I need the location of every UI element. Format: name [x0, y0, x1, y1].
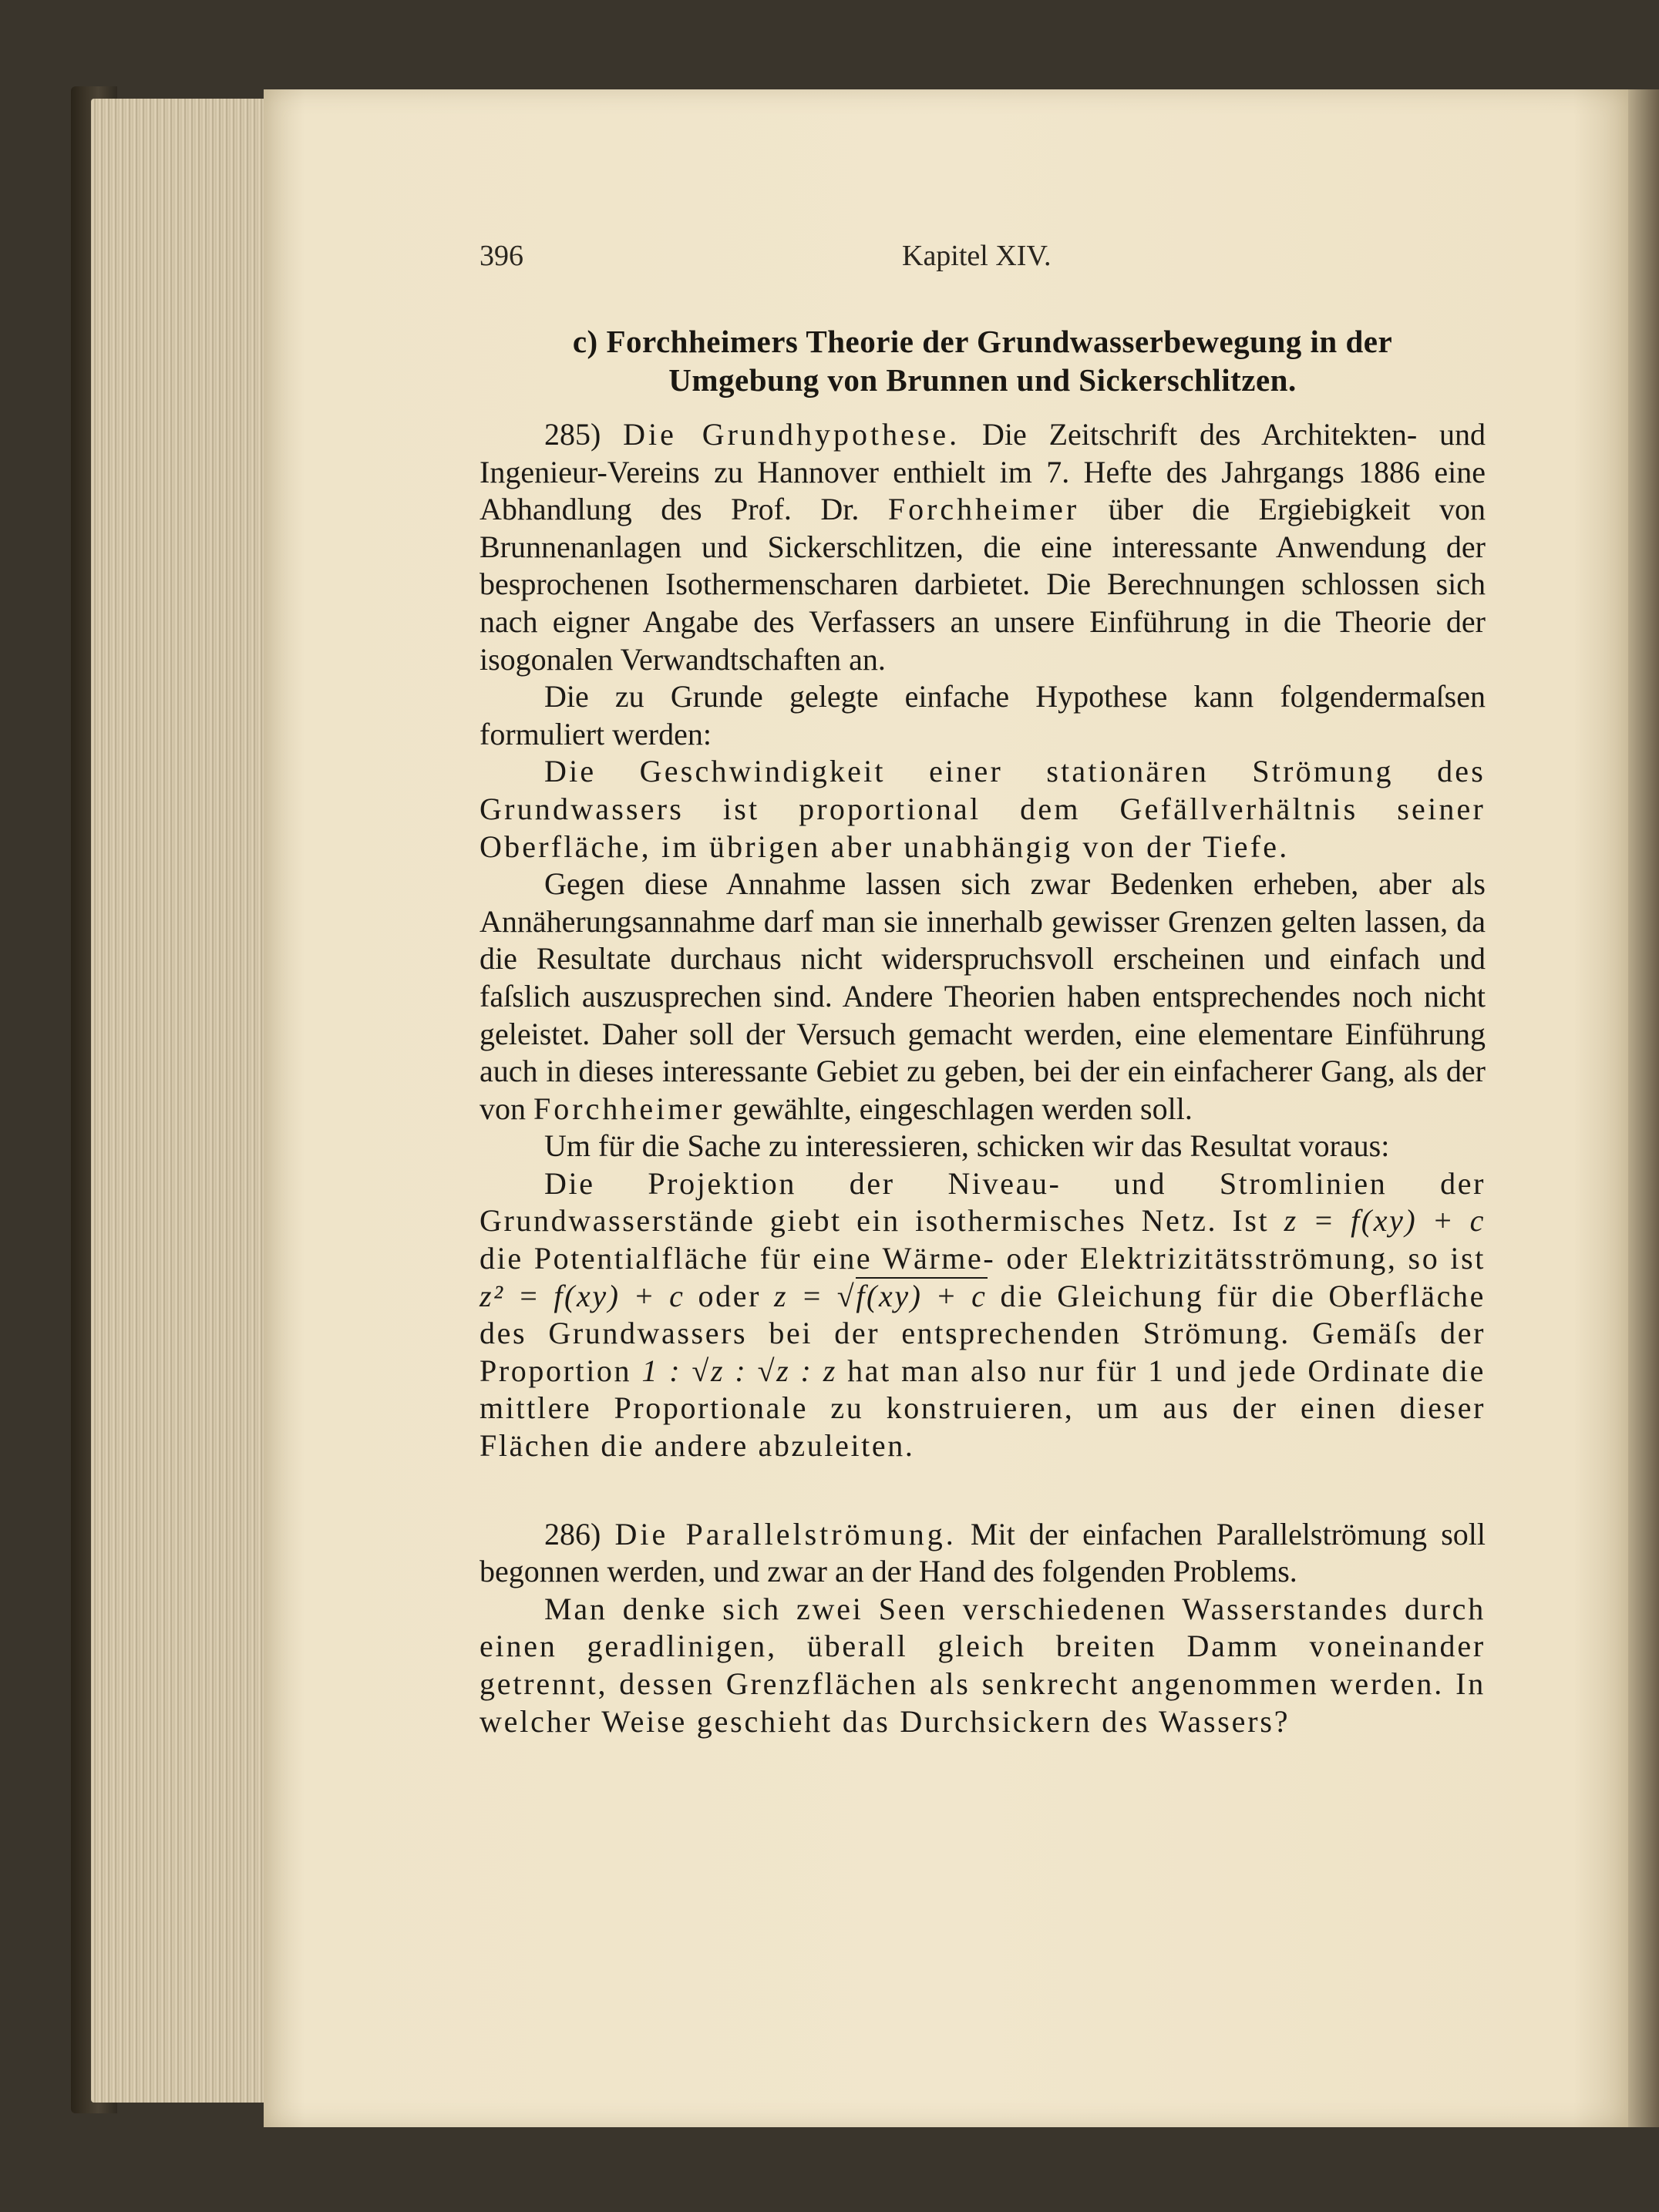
page-block-edges	[91, 99, 268, 2103]
paragraph-result	[480, 1165, 1486, 1465]
author-name: Forchheimer	[887, 492, 1080, 527]
paragraph-text: Gegen diese Annahme lassen sich zwar Bedenken erheben, aber als Annäherungsannahme darf man sie innerhalb gewisser Grenzen gelten lassen, da die Resultate durchaus nicht widerspruchsvoll erscheinen und einfach und faſslich auszusprechen sind. Andere Theorien haben entsprechendes noch nicht geleistet. Daher soll der Versuch gemacht werden, eine elementare Einführung auch in dieses interessante Gebiet zu geben, bei der ein einfacherer Gang, als der von	[480, 866, 1486, 1126]
author-name: Forchheimer	[533, 1091, 725, 1126]
paragraph-text: die Potentialfläche für eine Wärme- oder Elektrizitätsströmung, so ist	[480, 1241, 1486, 1276]
paragraph-number: 286)	[544, 1516, 601, 1551]
section-title-line-2: Umgebung von Brunnen und Sickerschlitzen.	[668, 362, 1297, 398]
section-title-line-1: c) Forchheimers Theorie der Grundwasserbewegung in der	[572, 324, 1393, 359]
paragraph-text: über die Ergiebigkeit von Brunnenanlagen und Sickerschlitzen, die eine interessante Anwendung der besprochenen Isothermenscharen darbietet. Die Berechnungen schlossen sich nach eigner Angabe des Verfassers an unsere Einführung in die Theorie der isogonalen Verwandtschaften an.	[480, 492, 1486, 677]
paragraph-text: Mit der einfachen Parallelströmung soll begonnen werden, und zwar an der Hand des folgenden Problems.	[480, 1516, 1486, 1589]
equation-proportion: 1 : √z : √z : z	[641, 1353, 837, 1388]
equation-root-lhs: z =	[774, 1278, 837, 1313]
equation-potential: z = f(xy) + c	[1284, 1203, 1486, 1239]
problem-statement: Man denke sich zwei Seen verschiedenen Wasserstandes durch einen geradlinigen, überall gleich breiten Damm voneinander getrennt, dessen Grenzflächen als senkrecht angenommen werden. In welcher Weise geschieht das Durchsickern des Wassers?	[480, 1591, 1486, 1739]
page-number: 396	[480, 240, 523, 272]
paragraph-text: die Gleichung für die Oberfläche des Grundwassers bei der entsprechenden Strömung. Gemäſs der Proportion	[480, 1278, 1486, 1388]
paragraph-286	[480, 1516, 1486, 1591]
section-heading	[480, 322, 1486, 399]
paragraph-text: Die Projektion der Niveau- und Stromlinien der Grundwasserstände giebt ein isothermisches Netz. Ist	[480, 1165, 1486, 1239]
paragraph-number: 285)	[544, 417, 601, 452]
equation-root: z = √f(xy) + c	[774, 1278, 988, 1313]
paragraph-285	[480, 416, 1486, 678]
paragraph-heading: Die Parallelströmung.	[614, 1516, 957, 1551]
section-gap	[480, 1465, 1486, 1516]
equation-root-radicand: f(xy) + c	[856, 1278, 988, 1313]
paragraph-result-intro: Um für die Sache zu interessieren, schicken wir das Resultat voraus:	[544, 1128, 1390, 1164]
hypothesis-statement: Die Geschwindigkeit einer stationären Strömung des Grundwassers ist proportional dem Gefällverhältnis seiner Oberfläche, im übrigen aber unabhängig von der Tiefe.	[480, 754, 1486, 864]
paragraph-text: oder	[698, 1278, 762, 1313]
right-page-edge	[1628, 89, 1659, 2127]
equation-square: z² = f(xy) + c	[480, 1278, 685, 1313]
paragraph-text: hat man also nur für 1 und jede Ordinate die mittlere Proportionale zu konstruieren, um aus der einen dieser Flächen die andere abzuleiten.	[480, 1353, 1486, 1464]
body-text	[480, 416, 1486, 1740]
paragraph-hypothesis-intro: Die zu Grunde gelegte einfache Hypothese kann folgendermaſsen formuliert werden:	[480, 679, 1486, 751]
chapter-title: Kapitel XIV.	[902, 240, 1052, 272]
running-head	[480, 239, 1486, 277]
paragraph-text: gewählte, eingeschlagen werden soll.	[732, 1091, 1193, 1126]
paragraph-text: Die Zeitschrift des Architekten- und Ingenieur-Vereins zu Hannover enthielt im 7. Hefte des Jahrgangs 1886 eine Abhandlung des Prof. Dr.	[480, 417, 1486, 527]
paragraph-objections	[480, 866, 1486, 1128]
paragraph-heading: Die Grundhypothese.	[623, 417, 961, 452]
